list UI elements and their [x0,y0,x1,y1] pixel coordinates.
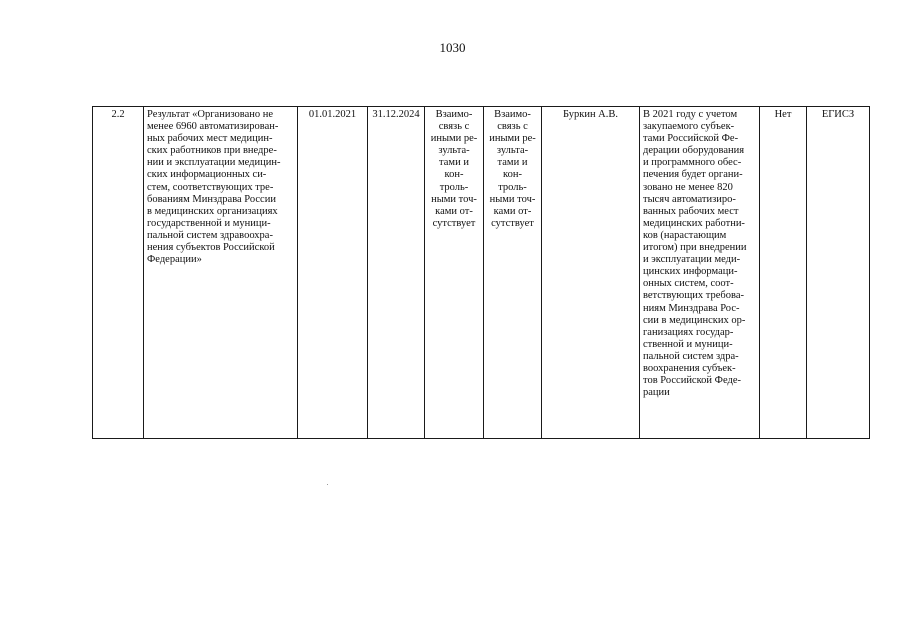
result-text: Результат «Организовано не менее 6960 автоматизирован- ных рабочих мест медицин- ских работников при внедре- нии и эксплуатации медицин- ских информационных си- стем, соответствующих тре- бованиям Минздрава России в медицинских организациях государственной и муници- пальной систем здравоохра- нения субъектов Российской Федерации» [147,109,281,266]
row-number: 2.2 [111,109,125,120]
relation-cell-2 [484,107,542,439]
start-date-cell [298,107,368,439]
flag-cell [760,107,807,439]
system-cell [807,107,870,439]
results-table [92,106,870,439]
description-text: В 2021 году с учетом закупаемого субъек- тами Российской Фе- дерации оборудования и программного обес- печения будет органи- зовано не менее 820 тысяч автоматизиро- ванных рабочих мест медицинских работни- ков (нарастающим итогом) при внедрении и эксплуатации меди- цинских информаци- онных систем, соот- ветствующих требова- ниям Минздрава Рос- сии в медицинских ор- ганизациях государ- ственной и муници- пальной систем здра- воохранения субъек- тов Российской Феде- рации [643,109,747,399]
flag-value: Нет [774,109,792,120]
responsible-cell [542,107,640,439]
system-value: ЕГИСЗ [821,109,855,120]
row-number-cell [93,107,144,439]
end-date: 31.12.2024 [372,109,420,120]
table-row [93,107,870,439]
scan-speck [327,484,328,485]
page-number: 1030 [439,40,466,55]
relation-text-2: Взаимо- связь с иными ре- зульта- тами и кон- троль- ными точ- ками от- сутствует [489,109,536,229]
relation-cell-1 [425,107,484,439]
result-cell [144,107,298,439]
relation-text-1: Взаимо- связь с иными ре- зульта- тами и кон- троль- ными точ- ками от- сутствует [430,109,478,229]
description-cell [640,107,760,439]
start-date: 01.01.2021 [308,109,357,120]
end-date-cell [368,107,425,439]
responsible-person: Буркин А.В. [562,109,619,120]
